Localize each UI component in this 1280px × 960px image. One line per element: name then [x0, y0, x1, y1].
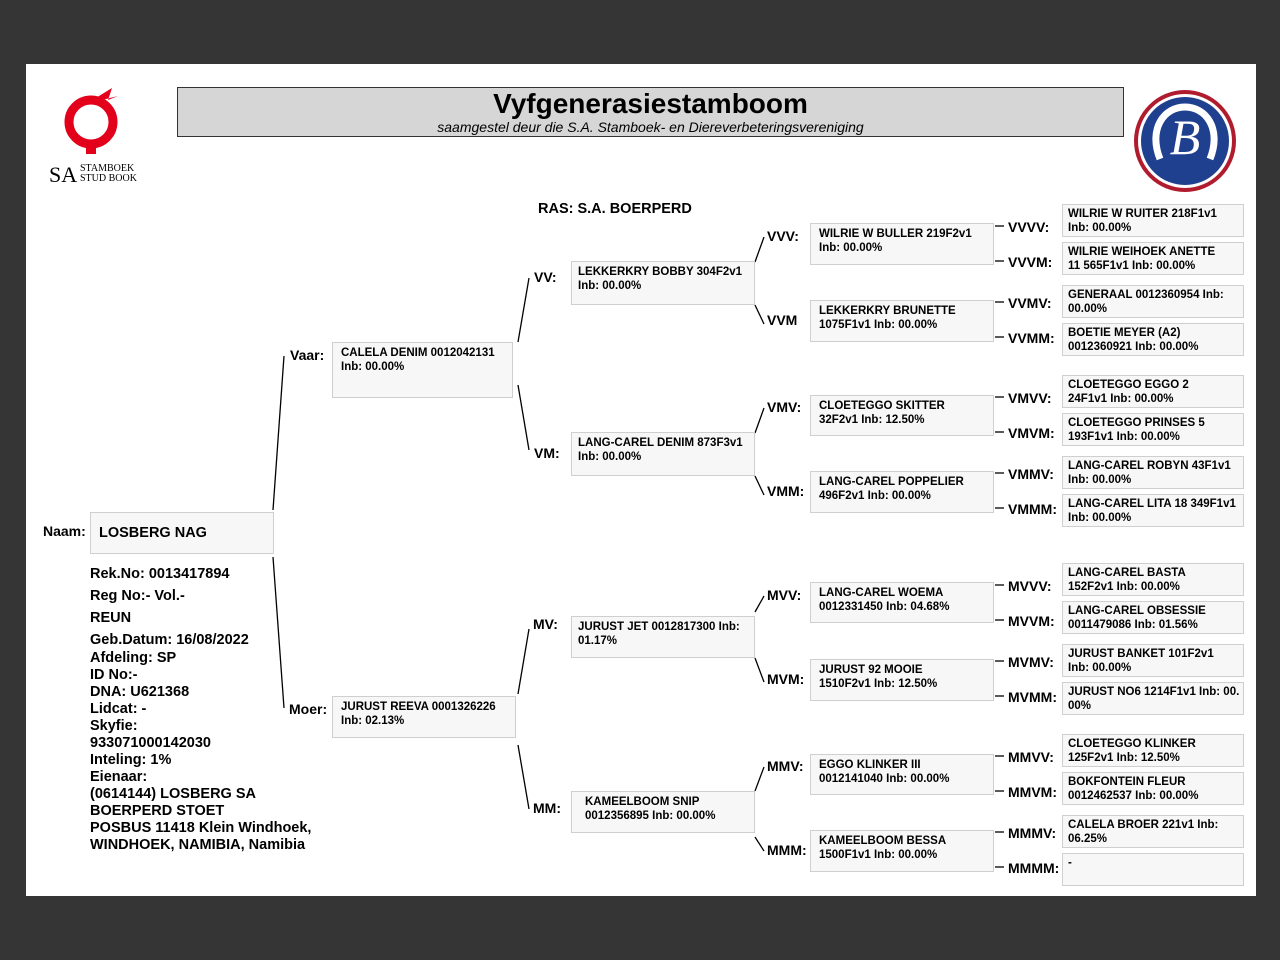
gen2-name: KAMEELBOOM SNIP	[585, 796, 700, 808]
gen4-label: MVVV:	[1008, 578, 1052, 594]
page-title: Vyfgenerasiestamboom	[493, 88, 808, 119]
gen2-inb: Inb: 00.00%	[578, 280, 642, 292]
skyfie-label: Skyfie:	[90, 718, 138, 734]
gen4-label: VMVM:	[1008, 425, 1055, 441]
gen4-name: LANG-CAREL BASTA	[1068, 567, 1186, 579]
gen4-box	[1062, 242, 1244, 275]
gen3-box	[810, 582, 994, 623]
gen1-inb: Inb: 02.13%	[341, 715, 405, 727]
gen3-label: MMV:	[767, 758, 804, 774]
gen4-name: LANG-CAREL OBSESSIE	[1068, 605, 1206, 617]
gen3-inb: 0012141040 Inb: 00.00%	[819, 773, 950, 785]
gen4-name: WILRIE W RUITER 218F1v1	[1068, 208, 1217, 220]
gen4-label: MVMV:	[1008, 654, 1054, 670]
breed-label: RAS: S.A. BOERPERD	[538, 201, 692, 217]
logo-b-letter: B	[1169, 109, 1201, 165]
gen4-inb: 06.25%	[1068, 833, 1108, 845]
gen4-label: VVVM:	[1008, 254, 1053, 270]
gen4-name: CALELA BROER 221v1 Inb:	[1068, 819, 1219, 831]
eienaar-label: Eienaar:	[90, 769, 148, 785]
gen1-name: JURUST REEVA 0001326226	[341, 701, 496, 713]
gen2-name: JURUST JET 0012817300 Inb:	[578, 621, 740, 633]
logo-studbook-text: STUD BOOK	[80, 173, 137, 184]
gen4-name: WILRIE WEIHOEK ANETTE	[1068, 246, 1216, 258]
gen2-label-mv: MV:	[533, 616, 558, 632]
gen4-box	[1062, 815, 1244, 848]
gen2-inb: Inb: 00.00%	[578, 451, 642, 463]
gen4-box	[1062, 682, 1244, 715]
gen4-label: MMVV:	[1008, 749, 1054, 765]
gen3-inb: 1500F1v1 Inb: 00.00%	[819, 849, 938, 861]
gen4-name: BOETIE MEYER (A2)	[1068, 327, 1181, 339]
lidcat: Lidcat: -	[90, 701, 147, 717]
gen1-inb: Inb: 00.00%	[341, 361, 405, 373]
skyfie-value: 933071000142030	[90, 735, 211, 751]
sex: REUN	[90, 610, 132, 626]
gen3-inb: Inb: 00.00%	[819, 242, 883, 254]
gen4-label: VMVV:	[1008, 390, 1052, 406]
gen3-box	[810, 830, 994, 872]
gen2-box-vv	[571, 261, 755, 305]
gen4-inb: 125F2v1 Inb: 12.50%	[1068, 752, 1180, 764]
gen4-label: VMMM:	[1008, 501, 1057, 517]
gen4-box	[1062, 456, 1244, 489]
gen4-box	[1062, 323, 1244, 356]
gen2-box-mm	[571, 791, 755, 833]
gen3-inb: 1075F1v1 Inb: 00.00%	[819, 319, 938, 331]
gen3-inb: 496F2v1 Inb: 00.00%	[819, 490, 931, 502]
gen3-label: VVV:	[767, 228, 799, 244]
gen4-label: VMMV:	[1008, 466, 1054, 482]
gen4-box	[1062, 413, 1244, 446]
animal-name-box	[90, 512, 274, 554]
gen2-label-vm: VM:	[534, 445, 560, 461]
owner-line-4: WINDHOEK, NAMIBIA, Namibia	[90, 837, 306, 853]
gen4-inb: Inb: 00.00%	[1068, 474, 1132, 486]
gen4-label: VVVV:	[1008, 219, 1050, 235]
gen4-inb: 00.00%	[1068, 303, 1108, 315]
gen4-box	[1062, 563, 1244, 596]
gen3-inb: 0012331450 Inb: 04.68%	[819, 601, 950, 613]
gen3-box	[810, 471, 994, 513]
dna: DNA: U621368	[90, 684, 190, 700]
gen2-name: LANG-CAREL DENIM 873F3v1	[578, 437, 743, 449]
gen3-label: VMM:	[767, 483, 805, 499]
gen4-label: VVMM:	[1008, 330, 1055, 346]
gen4-box	[1062, 644, 1244, 677]
gen4-inb: Inb: 00.00%	[1068, 222, 1132, 234]
gen4-label: MVMM:	[1008, 689, 1057, 705]
logo-stamboek-text: STAMBOEK	[80, 163, 135, 174]
gen3-label: MVV:	[767, 587, 802, 603]
pedigree-page	[26, 64, 1256, 896]
gen3-inb: 32F2v1 Inb: 12.50%	[819, 414, 925, 426]
naam-label: Naam:	[43, 523, 86, 539]
id-no: ID No:-	[90, 667, 138, 683]
gen4-inb: 0011479086 Inb: 01.56%	[1068, 619, 1198, 631]
gen4-inb: Inb: 00.00%	[1068, 512, 1132, 524]
gen4-box	[1062, 375, 1244, 408]
gen3-inb: 1510F2v1 Inb: 12.50%	[819, 678, 938, 690]
gen4-label: MMMV:	[1008, 825, 1057, 841]
gen4-inb: 24F1v1 Inb: 00.00%	[1068, 393, 1174, 405]
gen4-name: CLOETEGGO EGGO 2	[1068, 379, 1189, 391]
gen4-inb: 152F2v1 Inb: 00.00%	[1068, 581, 1180, 593]
gen3-name: LANG-CAREL POPPELIER	[819, 476, 964, 488]
owner-line-3: POSBUS 11418 Klein Windhoek,	[90, 820, 312, 836]
animal-info-2	[90, 650, 311, 854]
logo-sa-text: SA	[49, 162, 78, 187]
gen4-box	[1062, 285, 1244, 318]
gen3-name: LEKKERKRY BRUNETTE	[819, 305, 956, 317]
gen4-inb: 11 565F1v1 Inb: 00.00%	[1068, 260, 1196, 272]
gen3-name: LANG-CAREL WOEMA	[819, 587, 944, 599]
reg-no: Reg No:- Vol.-	[90, 588, 185, 604]
gen4-box	[1062, 734, 1244, 767]
gen3-box	[810, 659, 994, 701]
gen4-inb: 0012462537 Inb: 00.00%	[1068, 790, 1199, 802]
inteling: Inteling: 1%	[90, 752, 172, 768]
gen2-label-mm: MM:	[533, 800, 561, 816]
gen3-box	[810, 754, 994, 795]
gen4-inb: 193F1v1 Inb: 00.00%	[1068, 431, 1180, 443]
animal-name: LOSBERG NAG	[99, 525, 207, 541]
gen2-box-vm	[571, 432, 755, 476]
gen4-inb: 00%	[1068, 700, 1092, 712]
gen3-name: EGGO KLINKER III	[819, 759, 921, 771]
gen4-name: GENERAAL 0012360954 Inb:	[1068, 289, 1224, 301]
gen4-box	[1062, 853, 1244, 886]
gen2-inb: 01.17%	[578, 635, 618, 647]
gen1-label-moer: Moer:	[289, 701, 328, 717]
gen4-inb: 0012360921 Inb: 00.00%	[1068, 341, 1199, 353]
gen4-label: VVMV:	[1008, 295, 1052, 311]
gen4-inb: Inb: 00.00%	[1068, 662, 1132, 674]
page-subtitle: saamgestel deur die S.A. Stamboek- en Diereverbeteringsvereniging	[437, 119, 864, 135]
gen4-name: JURUST BANKET 101F2v1	[1068, 648, 1214, 660]
owner-line-1: (0614144) LOSBERG SA	[90, 786, 257, 802]
gen1-name: CALELA DENIM 0012042131	[341, 347, 495, 359]
gen3-box	[810, 223, 994, 265]
gen3-label: MMM:	[767, 842, 807, 858]
gen3-label: VVM	[767, 312, 798, 328]
gen4-name: -	[1068, 857, 1072, 869]
gen4-label: MMMM:	[1008, 860, 1060, 876]
gen4-name: LANG-CAREL ROBYN 43F1v1	[1068, 460, 1231, 472]
gen4-name: CLOETEGGO KLINKER	[1068, 738, 1196, 750]
gen4-box	[1062, 772, 1244, 805]
gen3-label: VMV:	[767, 399, 802, 415]
gen3-name: CLOETEGGO SKITTER	[819, 400, 945, 412]
gen2-label-vv: VV:	[534, 269, 557, 285]
gen1-box-vaar	[332, 342, 513, 398]
afdeling: Afdeling: SP	[90, 650, 177, 666]
gen4-name: JURUST NO6 1214F1v1 Inb: 00.	[1068, 686, 1240, 698]
gen3-box	[810, 300, 994, 342]
gen4-label: MMVM:	[1008, 784, 1057, 800]
gen4-label: MVVM:	[1008, 613, 1055, 629]
animal-info-1	[90, 563, 249, 651]
gen4-name: CLOETEGGO PRINSES 5	[1068, 417, 1205, 429]
owner-line-2: BOERPERD STOET	[90, 803, 225, 819]
rek-no: Rek.No: 0013417894	[90, 566, 230, 582]
gen1-box-moer	[332, 696, 516, 738]
birth-date: Geb.Datum: 16/08/2022	[90, 632, 249, 648]
gen3-name: KAMEELBOOM BESSA	[819, 835, 947, 847]
gen3-label: MVM:	[767, 671, 805, 687]
gen2-name: LEKKERKRY BOBBY 304F2v1	[578, 266, 743, 278]
gen4-box	[1062, 204, 1244, 237]
gen3-name: WILRIE W BULLER 219F2v1	[819, 228, 972, 240]
gen4-name: BOKFONTEIN FLEUR	[1068, 776, 1186, 788]
gen4-box	[1062, 494, 1244, 527]
gen4-name: LANG-CAREL LITA 18 349F1v1	[1068, 498, 1236, 510]
gen2-box-mv	[571, 616, 755, 658]
gen4-box	[1062, 601, 1244, 634]
gen3-name: JURUST 92 MOOIE	[819, 664, 923, 676]
gen2-inb: 0012356895 Inb: 00.00%	[585, 810, 716, 822]
gen3-box	[810, 395, 994, 436]
gen1-label-vaar: Vaar:	[290, 347, 325, 363]
